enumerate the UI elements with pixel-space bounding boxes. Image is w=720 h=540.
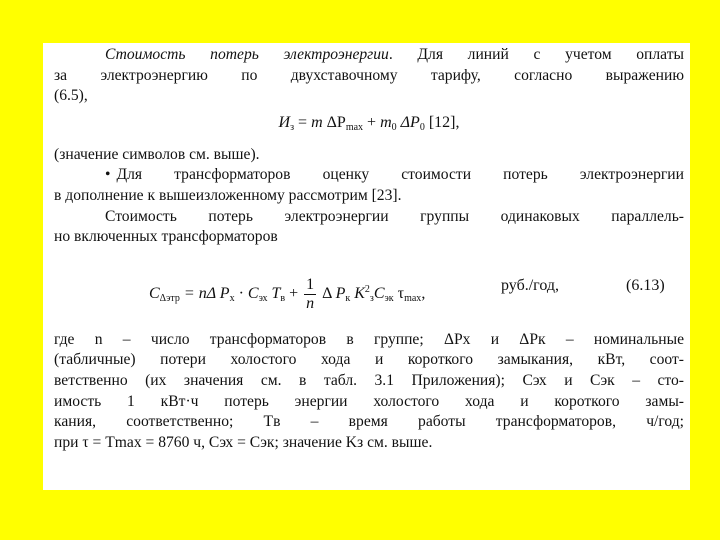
paragraph-line: имость 1 кВт·ч потерь энергии холостого хода и короткого замы- [54,392,684,410]
paragraph-line: за электроэнергию по двухставочному тарифу, согласно выражению [54,66,684,84]
formula-body [149,276,425,313]
bullet-paragraph [54,165,684,186]
formula-symbol: ΔP [322,113,346,131]
formula-operator: + [363,113,381,131]
paragraph-symbols-note [54,145,684,166]
formula-symbol: ΔP [396,113,420,131]
formula-symbol: T [267,284,281,302]
section-title: Стоимость потерь электроэнергии [105,46,389,63]
formula-symbol: m [380,113,392,131]
paragraph-line: но включенных трансформаторов [54,228,278,246]
bullet-icon: • [105,166,111,184]
formula-operator: + [285,284,303,302]
formula-subscript: з [369,292,374,304]
paragraph-line: (6.5), [54,87,88,105]
formula-reference: [12], [424,113,460,131]
formula-fraction [304,276,316,313]
formula-subscript: эк [384,292,394,304]
formula-operator: , [421,284,426,302]
paragraph-line: Стоимость потерь электроэнергии группы одинаковых параллель- [105,207,684,225]
formula-superscript: 2 [364,283,370,295]
fraction-numerator: 1 [306,275,315,293]
formula-subscript: 0 [391,121,397,133]
paragraph-line [54,165,684,186]
formula-operator: = [294,113,312,131]
formula-symbol: P [219,284,230,302]
paragraph-line: (значение символов см. выше). [54,145,260,163]
paragraph-line: (табличные) потери холостого хода и короткого замыкания, кВт, соот- [54,351,684,369]
formula-symbol: P [335,284,346,302]
formula-symbol: Δ [318,284,336,302]
formula-unit: руб./год, [501,276,560,294]
formula-symbol: K [350,284,365,302]
paragraph-definitions [54,330,684,454]
formula-symbol: m [311,113,323,131]
formula-symbol: τ [393,284,405,302]
bullet-paragraph-cont [54,186,684,207]
formula-subscript: эх [258,292,268,304]
formula-subscript: Δэтр [159,292,180,304]
paragraph-text: Для трансформаторов оценку стоимости потерь электроэнергии [116,166,684,184]
formula-subscript: в [280,292,286,304]
formula-subscript: x [229,292,235,304]
paragraph-group-loss-cont [54,227,684,248]
formula-symbol: C [247,284,259,302]
fraction-denominator: n [306,294,315,312]
formula-symbol: C [373,284,385,302]
formula-subscript: к [345,292,351,304]
paragraph-loss-cost-cont [54,66,684,107]
formula-subscript: з [290,121,295,133]
paragraph-line: ветственно (их значения см. в табл. 3.1 Приложения); Cэх и Cэк – сто- [54,371,684,389]
formula-subscript: max [345,121,364,133]
paragraph-line [54,45,684,66]
formula-symbol: C [149,284,160,302]
formula-6-13 [54,256,684,320]
paragraph-text: . Для линий с учетом оплаты [388,46,684,63]
paragraph-line: где n – число трансформаторов в группе; ΔPх и ΔPк – номинальные [54,330,684,348]
formula-6-5 [54,113,684,137]
formula-operator: = nΔ [179,284,220,302]
formula-subscript: max [404,292,422,304]
paragraph-line: в дополнение к вышеизложенному рассмотрим [23]. [54,186,402,204]
formula-number: (6.13) [626,276,665,294]
formula-subscript: 0 [419,121,425,133]
paragraph-loss-cost [54,45,684,66]
paragraph-line: при τ = Tmax = 8760 ч, Cэх = Cэк; значение Kз см. выше. [54,433,433,451]
formula-symbol: И [278,113,291,131]
paragraph-group-loss [54,207,684,228]
document-page [43,43,690,490]
formula-operator: · [234,284,248,302]
paragraph-line: кания, соответственно; Tв – время работы трансформаторов, ч/год; [54,413,684,431]
